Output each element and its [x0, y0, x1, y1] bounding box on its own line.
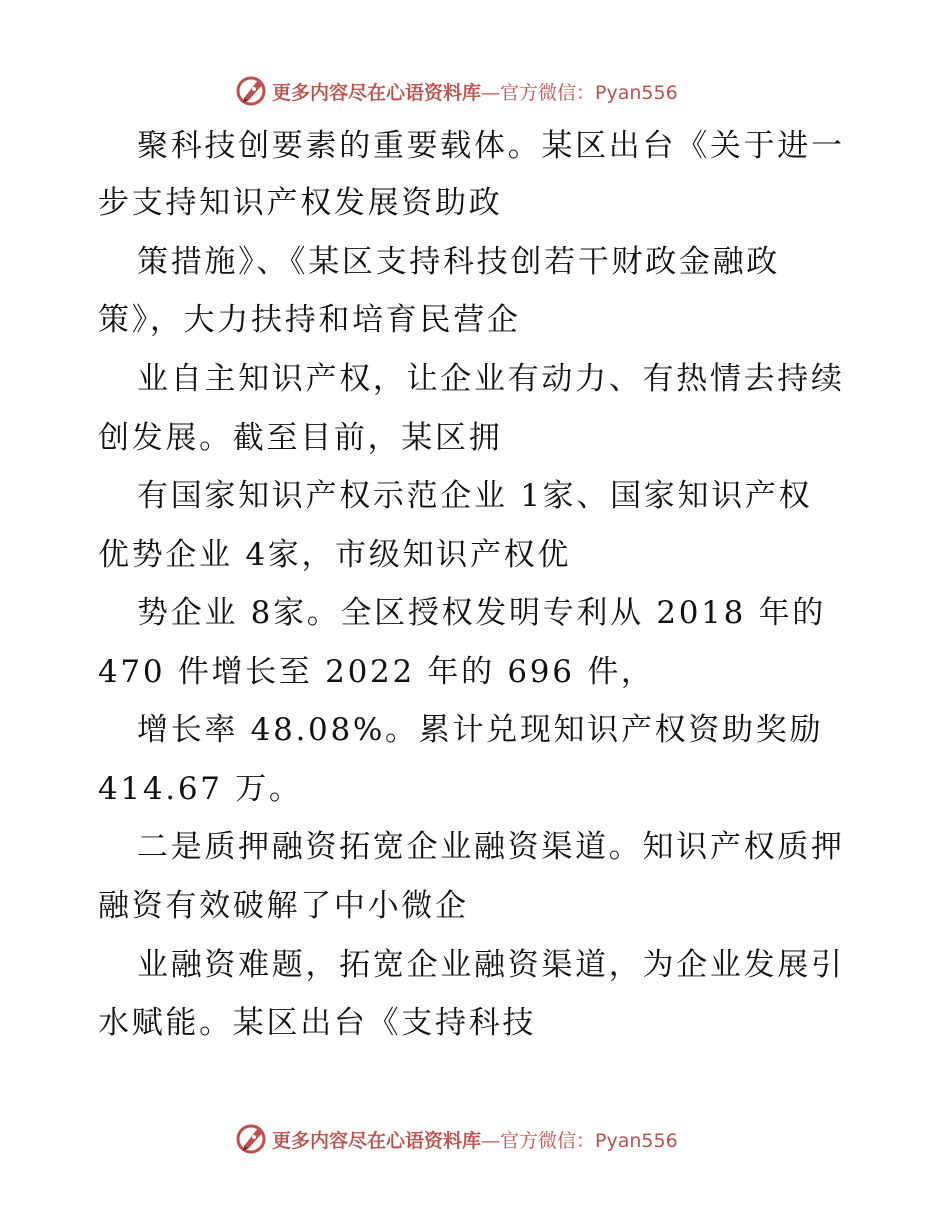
text-line: 势企业 8家。全区授权发明专利从 2018 年的: [137, 595, 826, 631]
text-line: 业融资难题，拓宽企业融资渠道，为企业发展引: [137, 947, 845, 983]
text-line: 步支持知识产权发展资助政: [98, 185, 503, 221]
text-line: 470 件增长至 2022 年的 696 件，: [98, 654, 655, 690]
header-banner: [0, 72, 950, 112]
text-line: 二是质押融资拓宽企业融资渠道。知识产权质押: [137, 829, 845, 865]
text-line: 融资有效破解了中小微企: [98, 888, 469, 924]
text-line: 策》，大力扶持和培育民营企: [98, 302, 521, 338]
pen-nib-circle-icon: [234, 72, 270, 108]
text-line: 水赋能。某区出台《支持科技: [98, 1005, 537, 1041]
pen-nib-circle-icon: [234, 1120, 270, 1156]
text-line: 414.67 万。: [98, 771, 303, 807]
text-line: 策措施》、《某区支持科技创若干财政金融政: [137, 244, 780, 280]
text-line: 聚科技创要素的重要载体。某区出台《关于进一: [137, 128, 845, 164]
banner-text: 更多内容尽在心语资料库—官方微信：Pyan556: [272, 82, 678, 104]
text-line: 有国家知识产权示范企业 1家、国家知识产权: [137, 478, 813, 514]
text-line: 增长率 48.08%。累计兑现知识产权资助奖励: [137, 712, 824, 748]
text-line: 优势企业 4家，市级知识产权优: [98, 537, 572, 573]
footer-banner: [0, 1120, 950, 1160]
text-line: 创发展。截至目前，某区拥: [98, 420, 503, 456]
banner-text: 更多内容尽在心语资料库—官方微信：Pyan556: [272, 1130, 678, 1152]
text-line: 业自主知识产权，让企业有动力、有热情去持续: [137, 361, 845, 397]
